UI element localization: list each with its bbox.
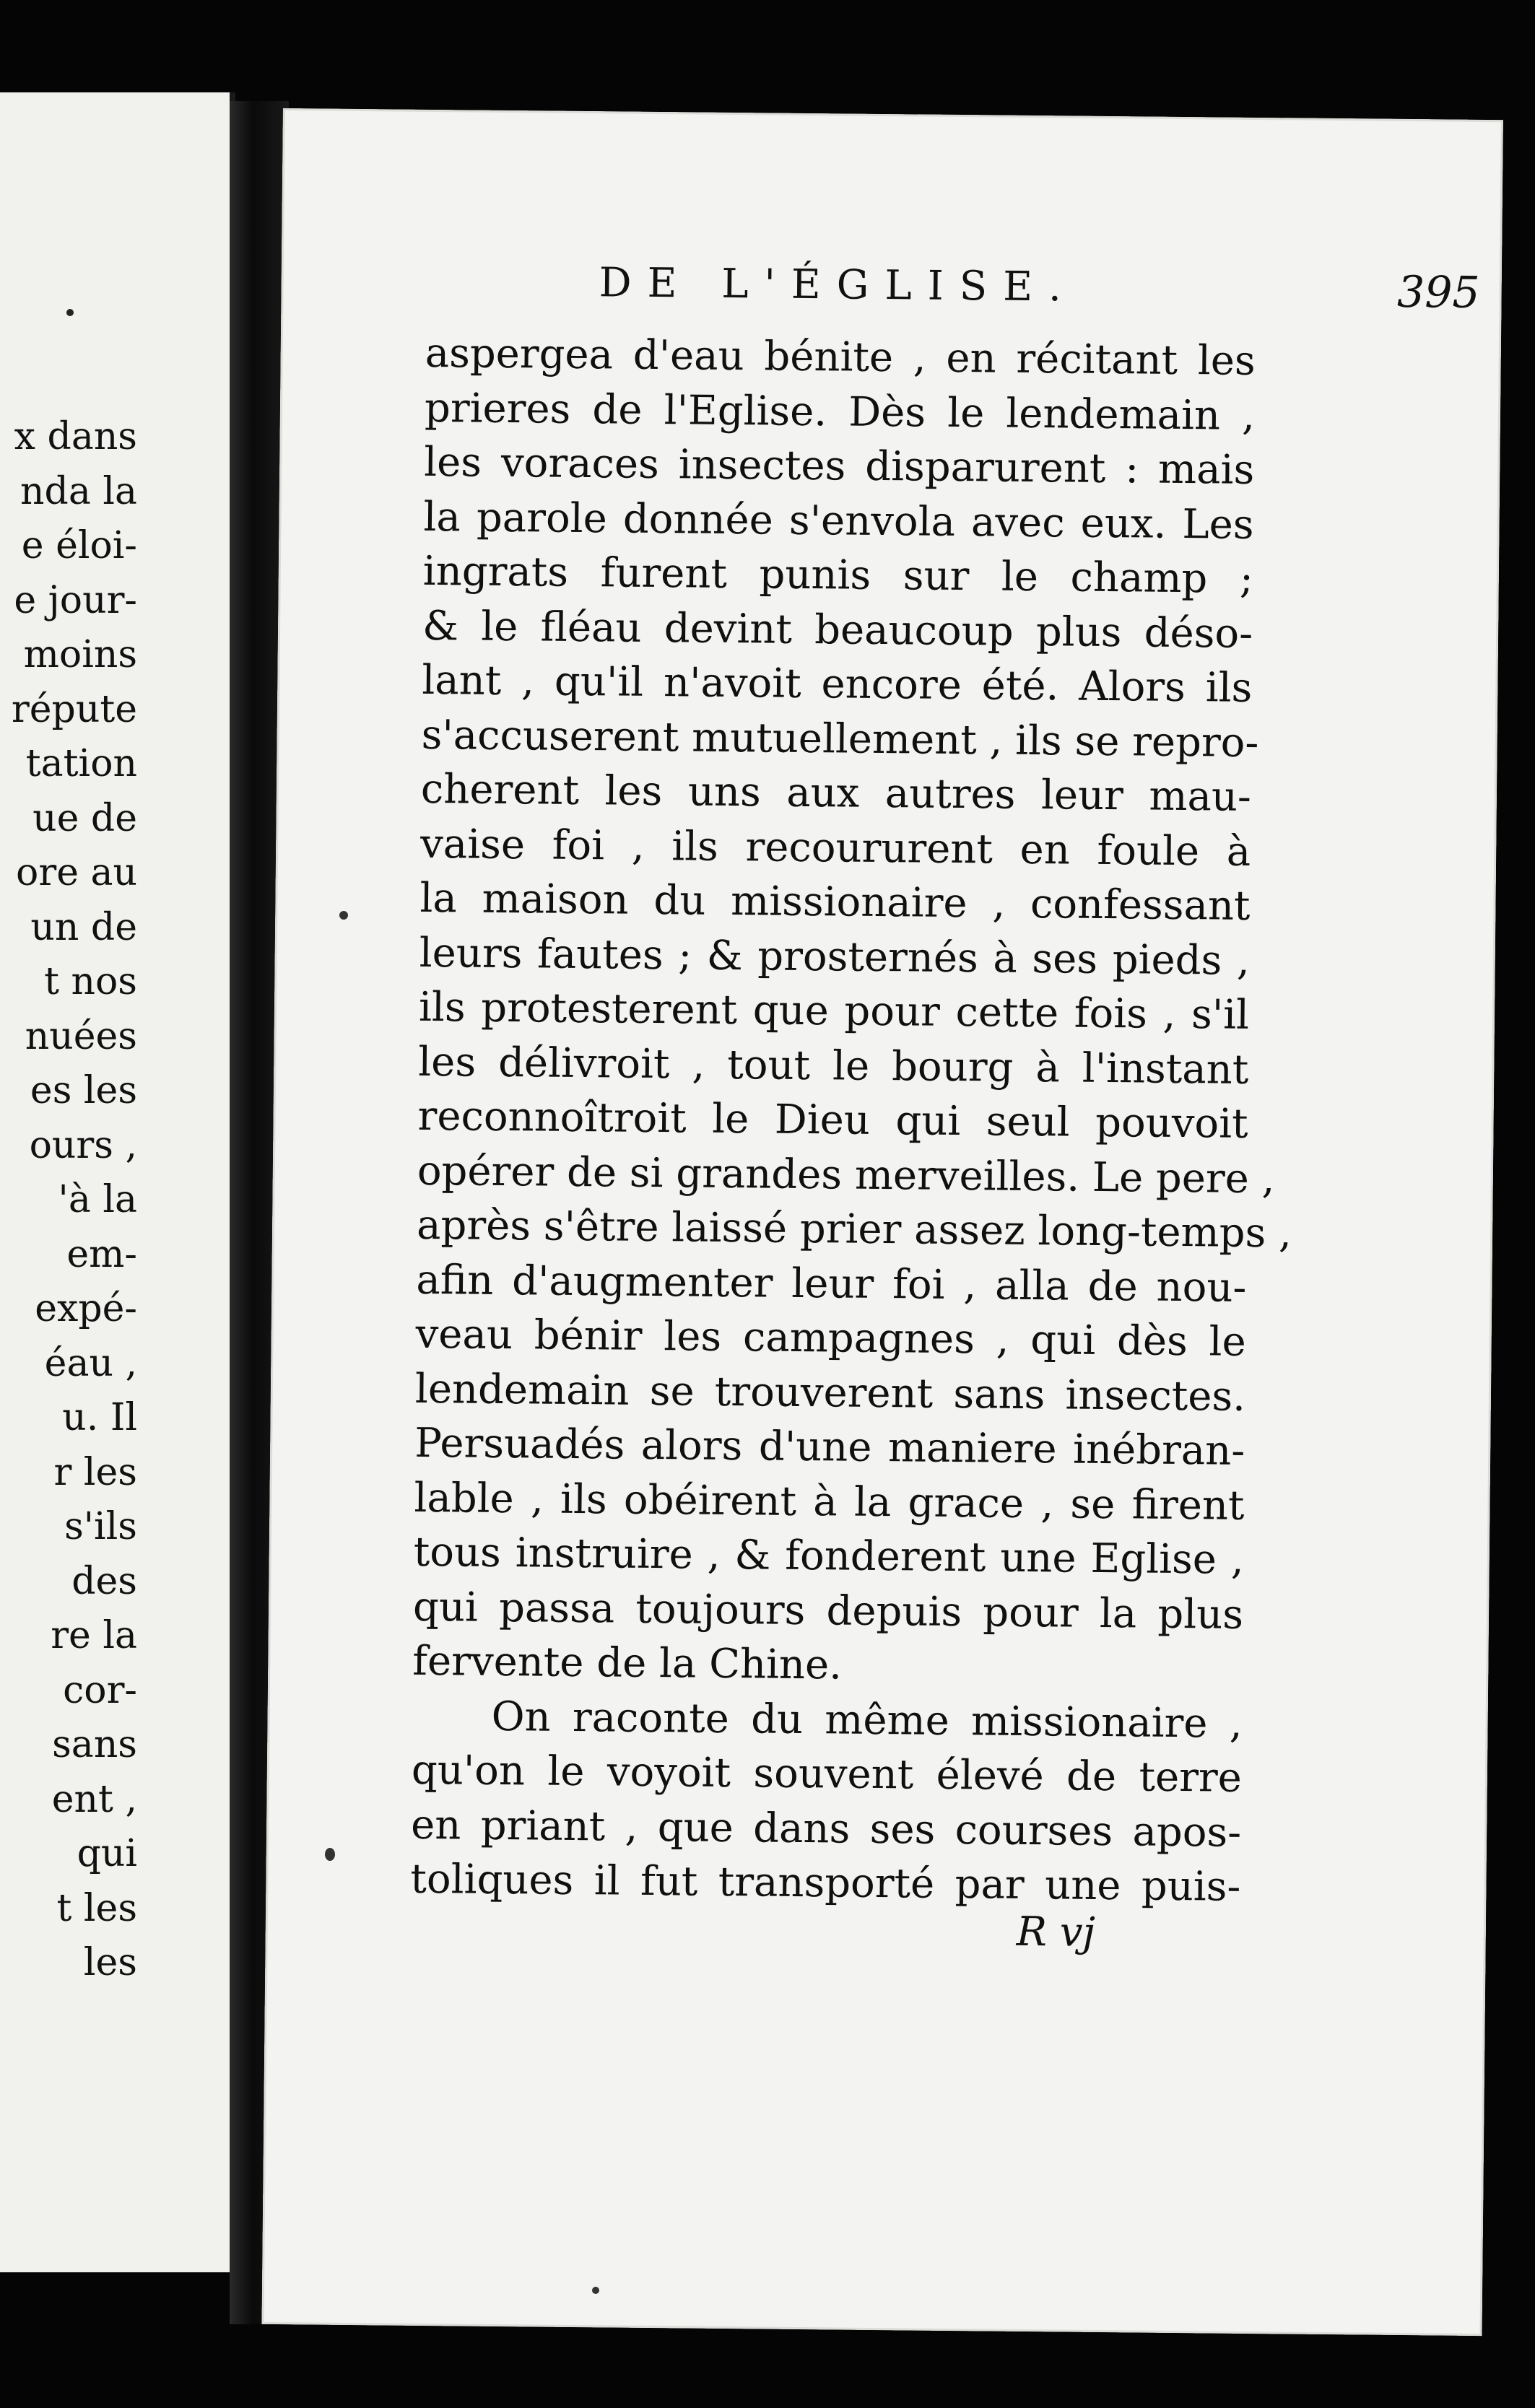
text-line: en priant , que dans ses courses apos- bbox=[410, 1801, 1242, 1857]
text-line: vaise foi , ils recoururent en foule à bbox=[419, 820, 1251, 876]
text-line: tous instruire , & fonderent une Eglise , bbox=[413, 1528, 1245, 1584]
text-line: après s'être laissé prier assez long-temps , bbox=[416, 1201, 1292, 1257]
left-page-line: es les bbox=[30, 1069, 137, 1112]
text-line: Persuadés alors d'une maniere inébran- bbox=[414, 1419, 1245, 1475]
body-text bbox=[410, 326, 1292, 1914]
left-page-line: nuées bbox=[25, 1014, 137, 1058]
text-line: lable , ils obéirent à la grace , se firent bbox=[414, 1474, 1245, 1530]
running-title: DE L'ÉGLISE. bbox=[599, 259, 1078, 311]
left-page-line: cor- bbox=[63, 1668, 137, 1712]
left-page-line: des bbox=[71, 1559, 137, 1603]
left-page-line: moins bbox=[23, 633, 137, 676]
left-page-line: un de bbox=[30, 905, 137, 949]
left-page-line: expé- bbox=[35, 1287, 137, 1330]
left-page-line: les bbox=[83, 1941, 137, 1984]
left-page-line: t nos bbox=[44, 960, 137, 1003]
text-line: afin d'augmenter leur foi , alla de nou- bbox=[416, 1256, 1247, 1312]
left-page-line: qui bbox=[77, 1832, 137, 1875]
text-line: & le fléau devint beaucoup plus déso- bbox=[422, 602, 1253, 658]
left-page-line: éau , bbox=[44, 1341, 137, 1385]
text-line: lendemain se trouverent sans insectes. bbox=[414, 1365, 1246, 1421]
left-page-line: u. Il bbox=[62, 1396, 137, 1439]
text-line: opérer de si grandes merveilles. Le pere , bbox=[417, 1147, 1275, 1203]
left-page-line: répute bbox=[11, 687, 137, 731]
page-number: 395 bbox=[1396, 266, 1480, 318]
left-page-line: em- bbox=[66, 1232, 137, 1276]
text-line: qui passa toujours depuis pour la plus bbox=[412, 1583, 1244, 1639]
left-page-line: e jour- bbox=[14, 578, 137, 622]
text-line: lant , qu'il n'avoit encore été. Alors ils bbox=[422, 656, 1253, 712]
text-line: les délivroit , tout le bourg à l'instant bbox=[418, 1038, 1249, 1094]
ink-speck bbox=[66, 309, 74, 316]
ink-speck bbox=[592, 2287, 599, 2294]
text-line: prieres de l'Eglise. Dès le lendemain , bbox=[424, 384, 1256, 440]
left-page-line: x dans bbox=[14, 415, 137, 458]
left-page-line: re la bbox=[51, 1614, 137, 1657]
ink-speck bbox=[339, 911, 348, 920]
left-page-line: e éloi- bbox=[21, 524, 137, 567]
text-line: veau bénir les campagnes , qui dès le bbox=[415, 1310, 1246, 1366]
left-page-line: nda la bbox=[20, 469, 137, 513]
text-line: s'accuserent mutuellement , ils se repro- bbox=[421, 711, 1259, 767]
text-line: aspergea d'eau bénite , en récitant les bbox=[425, 329, 1256, 385]
left-page-line: ue de bbox=[32, 796, 137, 840]
left-page-line: ours , bbox=[29, 1123, 137, 1167]
left-page-line: t les bbox=[56, 1886, 137, 1930]
right-page bbox=[262, 108, 1503, 2336]
left-page-line: s'ils bbox=[64, 1505, 137, 1548]
text-line: ingrats furent punis sur le champ ; bbox=[422, 547, 1254, 603]
text-line: cherent les uns aux autres leur mau- bbox=[420, 765, 1252, 821]
text-line: On raconte du même missionaire , bbox=[491, 1693, 1243, 1748]
ink-speck bbox=[325, 1848, 335, 1861]
left-page-line: r les bbox=[53, 1450, 137, 1494]
left-page-line: ore au bbox=[16, 851, 137, 894]
text-line: les voraces insectes disparurent : mais bbox=[423, 438, 1255, 494]
left-page-line: 'à la bbox=[58, 1178, 137, 1221]
text-line: ils protesterent que pour cette fois , s'il bbox=[418, 983, 1250, 1039]
left-page-text bbox=[12, 410, 137, 1991]
text-line: la parole donnée s'envola avec eux. Les bbox=[423, 493, 1254, 549]
text-line: toliques il fut transporté par une puis- bbox=[410, 1855, 1241, 1911]
text-line: la maison du missionaire , confessant bbox=[419, 874, 1251, 930]
text-line: fervente de la Chine. bbox=[412, 1637, 843, 1689]
text-line: qu'on le voyoit souvent élevé de terre bbox=[411, 1746, 1243, 1802]
text-line: leurs fautes ; & prosternés à ses pieds , bbox=[419, 929, 1251, 985]
left-page bbox=[0, 92, 235, 2272]
signature-mark: R vj bbox=[1016, 1908, 1096, 1956]
running-head bbox=[599, 259, 1480, 326]
left-page-line: ent , bbox=[51, 1777, 137, 1821]
left-page-line: sans bbox=[52, 1723, 137, 1766]
text-line: reconnoîtroit le Dieu qui seul pouvoit bbox=[417, 1092, 1248, 1148]
left-page-line: tation bbox=[25, 742, 137, 785]
